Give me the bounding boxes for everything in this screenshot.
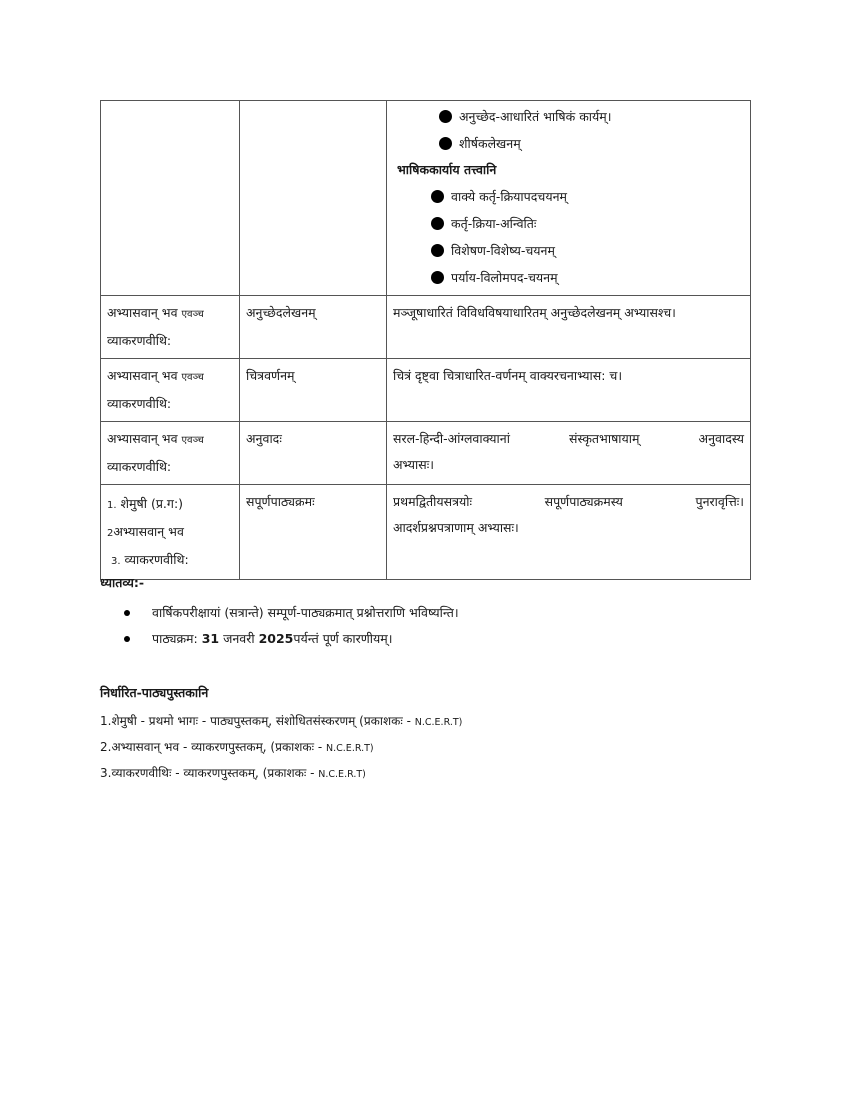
bullet-icon (439, 137, 452, 150)
notes-heading: ध्यातव्य:- (100, 575, 145, 590)
books-heading: निर्धारित-पाठ्यपुस्तकानि (100, 685, 209, 700)
notes-section (100, 572, 760, 652)
list-item: पर्याय-विलोमपद-चयनम् (425, 264, 744, 291)
notes-list (100, 600, 760, 652)
bullet-list (433, 103, 744, 157)
book-cell: अभ्यासवान् भव एवञ्च व्याकरणवीथि: (101, 422, 240, 485)
list-item: शीर्षकलेखनम् (433, 130, 744, 157)
bullet-icon (431, 190, 444, 203)
table-row (101, 101, 751, 296)
bullet-icon (124, 636, 130, 642)
table-row (101, 485, 751, 580)
prescribed-books-section (100, 681, 760, 787)
topic-cell (240, 101, 387, 296)
topic-cell: सपूर्णपाठ्यक्रमः (240, 485, 387, 580)
book-entry: 2.अभ्यासवान् भव - व्याकरणपुस्तकम्, (प्रकाशकः - N.C.E.R.T) (100, 740, 374, 754)
table-row (101, 422, 751, 485)
topic-cell: चित्रवर्णनम् (240, 359, 387, 422)
bullet-icon (431, 217, 444, 230)
book-cell: अभ्यासवान् भव एवञ्च व्याकरणवीथि: (101, 296, 240, 359)
syllabus-table (100, 100, 751, 580)
bullet-icon (439, 110, 452, 123)
book-cell (101, 101, 240, 296)
description-cell: प्रथमद्वितीयसत्रयोः सपूर्णपाठ्यक्रमस्य पुनरावृत्तिः। आदर्शप्रश्नपत्राणाम् अभ्यासः। (387, 485, 751, 580)
list-item: पाठ्यक्रम: 31 जनवरी 2025पर्यन्तं पूर्ण कारणीयम्। (100, 626, 760, 652)
list-item: विशेषण-विशेष्य-चयनम् (425, 237, 744, 264)
description-cell (387, 101, 751, 296)
book-entry: 3.व्याकरणवीथिः - व्याकरणपुस्तकम्, (प्रकाशकः - N.C.E.R.T) (100, 766, 366, 780)
description-cell: मञ्जूषाधारितं विविधविषयाधारितम् अनुच्छेदलेखनम् अभ्यासश्च। (387, 296, 751, 359)
list-item: वार्षिकपरीक्षायां (सत्रान्ते) सम्पूर्ण-पाठ्यक्रमात् प्रश्नोत्तराणि भविष्यन्ति। (100, 600, 760, 626)
bullet-icon (431, 271, 444, 284)
table-row (101, 296, 751, 359)
description-cell: चित्रं दृष्ट्वा चित्राधारित-वर्णनम् वाक्यरचनाभ्यास: च। (387, 359, 751, 422)
bullet-list (425, 183, 744, 291)
list-item: अनुच्छेद-आधारितं भाषिकं कार्यम्। (433, 103, 744, 130)
topic-cell: अनुच्छेदलेखनम् (240, 296, 387, 359)
book-cell: 1. शेमुषी (प्र.ग:) 2अभ्यासवान् भव 3. व्याकरणवीथि: (101, 485, 240, 580)
subheading: भाषिककार्याय तत्त्वानि (397, 162, 497, 177)
bullet-icon (431, 244, 444, 257)
book-entry: 1.शेमुषी - प्रथमो भागः - पाठ्यपुस्तकम्, संशोधितसंस्करणम् (प्रकाशकः - N.C.E.R.T) (100, 714, 463, 728)
bullet-icon (124, 610, 130, 616)
list-item: वाक्ये कर्तृ-क्रियापदचयनम् (425, 183, 744, 210)
book-cell: अभ्यासवान् भव एवञ्च व्याकरणवीथि: (101, 359, 240, 422)
description-cell: सरल-हिन्दी-आंग्लवाक्यानां संस्कृतभाषायाम् अनुवादस्य अभ्यासः। (387, 422, 751, 485)
topic-cell: अनुवादः (240, 422, 387, 485)
table-row (101, 359, 751, 422)
list-item: कर्तृ-क्रिया-अन्वितिः (425, 210, 744, 237)
